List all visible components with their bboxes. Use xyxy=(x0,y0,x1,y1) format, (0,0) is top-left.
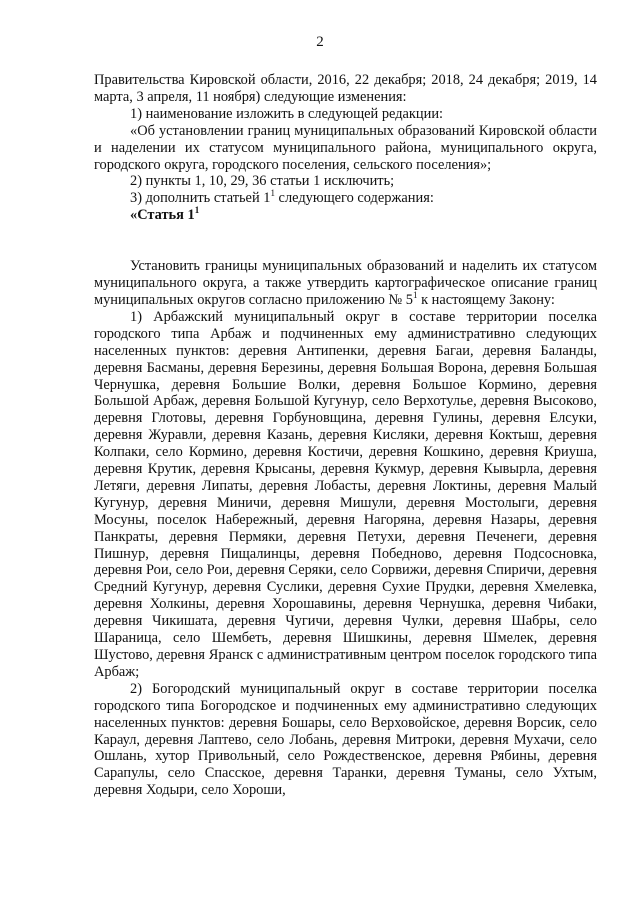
spacer xyxy=(94,224,597,258)
superscript: 1 xyxy=(194,205,200,216)
amendment-item-3-tail: следующего содержания: xyxy=(274,190,434,207)
amendment-item-3 xyxy=(94,190,597,207)
establish-text: Установить границы муниципальных образований и наделить их статусом муниципального округа, а также утвердить картографическое описание границ муниципальных округов согласно приложению № 5 xyxy=(94,258,597,308)
article-heading xyxy=(94,207,597,224)
establish-tail: к настоящему Закону: xyxy=(417,291,555,308)
document-body xyxy=(94,72,597,799)
superscript: 1 xyxy=(412,289,418,300)
superscript: 1 xyxy=(270,188,275,199)
page-number: 2 xyxy=(316,34,324,50)
point-2-bogorodsky: 2) Богородский муниципальный округ в составе территории поселка городского типа Богородское и подчиненных ему административно следующих населенных пунктов: деревня Бошары, село Верховойское, деревня Ворсик, село Караул, деревня Лаптево, село Лобань, деревня Митроки, деревня Мухачи, село Ошлань, хутор Привольный, село Рождественское, деревня Рябины, деревня Сарапулы, село Спасское, деревня Таранки, деревня Туманы, село Ухтым, деревня Ходыри, село Хороши, xyxy=(94,680,597,799)
amendment-item-1: 1) наименование изложить в следующей редакции: xyxy=(130,105,444,122)
new-law-title: «Об установлении границ муниципальных образований Кировской области и наделении их статусом муниципального района, муниципального округа, городского округа, городского поселения, сельского поселения»; xyxy=(94,122,597,173)
intro-paragraph: Правительства Кировской области, 2016, 22 декабря; 2018, 24 декабря; 2019, 14 марта, 3 апреля, 11 ноября) следующие изменения: xyxy=(94,72,597,105)
article-heading-text: «Статья 1 xyxy=(130,207,195,224)
point-1-arbazh: 1) Арбажский муниципальный округ в составе территории поселка городского типа Арбаж и подчиненных ему административно следующих населенных пунктов: деревня Антипенки, деревня Багаи, деревня Баланды, деревня Басманы, деревня Березины, деревня Большая Ворона, деревня Большая Чернушка, деревня Большие Волки, деревня Большое Кормино, деревня Большой Арбаж, деревня Большой Кугунур, село Верхотулье, деревня Высоково, деревня Глотовы, деревня Горбуновщина, деревня Гулины, деревня Елсуки, деревня Журавли, деревня Казань, деревня Кисляки, деревня Коктыш, деревня Колпаки, село Кормино, деревня Костичи, деревня Кошкино, деревня Криуша, деревня Крутик, деревня Крысаны, деревня Кукмур, деревня Кывырла, деревня Летяги, деревня Липаты, деревня Лобасты, деревня Локтины, деревня Малый Кугунур, деревня Миничи, деревня Мишули, деревня Мостолыги, деревня Мосуны, поселок Набережный, деревня Нагоряна, деревня Назары, деревня Панкраты, деревня Пермяки, деревня Петухи, деревня Печенеги, деревня Пишнур, деревня Пищалинцы, деревня Победново, деревня Подсосновка, деревня Рои, село Рои, деревня Серяки, село Сорвижи, деревня Спиричи, деревня Средний Кугунур, деревня Суслики, деревня Сухие Прудки, деревня Хмелевка, деревня Холкины, деревня Хорошавины, деревня Чернушка, деревня Чибаки, деревня Чикишата, деревня Чугичи, деревня Чулки, деревня Шабры, село Шараница, село Шембеть, деревня Шишкины, деревня Шмелек, деревня Шустово, деревня Яранск с административным центром поселок городского типа Арбаж; xyxy=(94,308,597,680)
amendment-item-3-text: 3) дополнить статьей 1 xyxy=(130,190,271,207)
establish-paragraph xyxy=(94,258,597,309)
amendment-item-2: 2) пункты 1, 10, 29, 36 статьи 1 исключить; xyxy=(130,173,395,190)
